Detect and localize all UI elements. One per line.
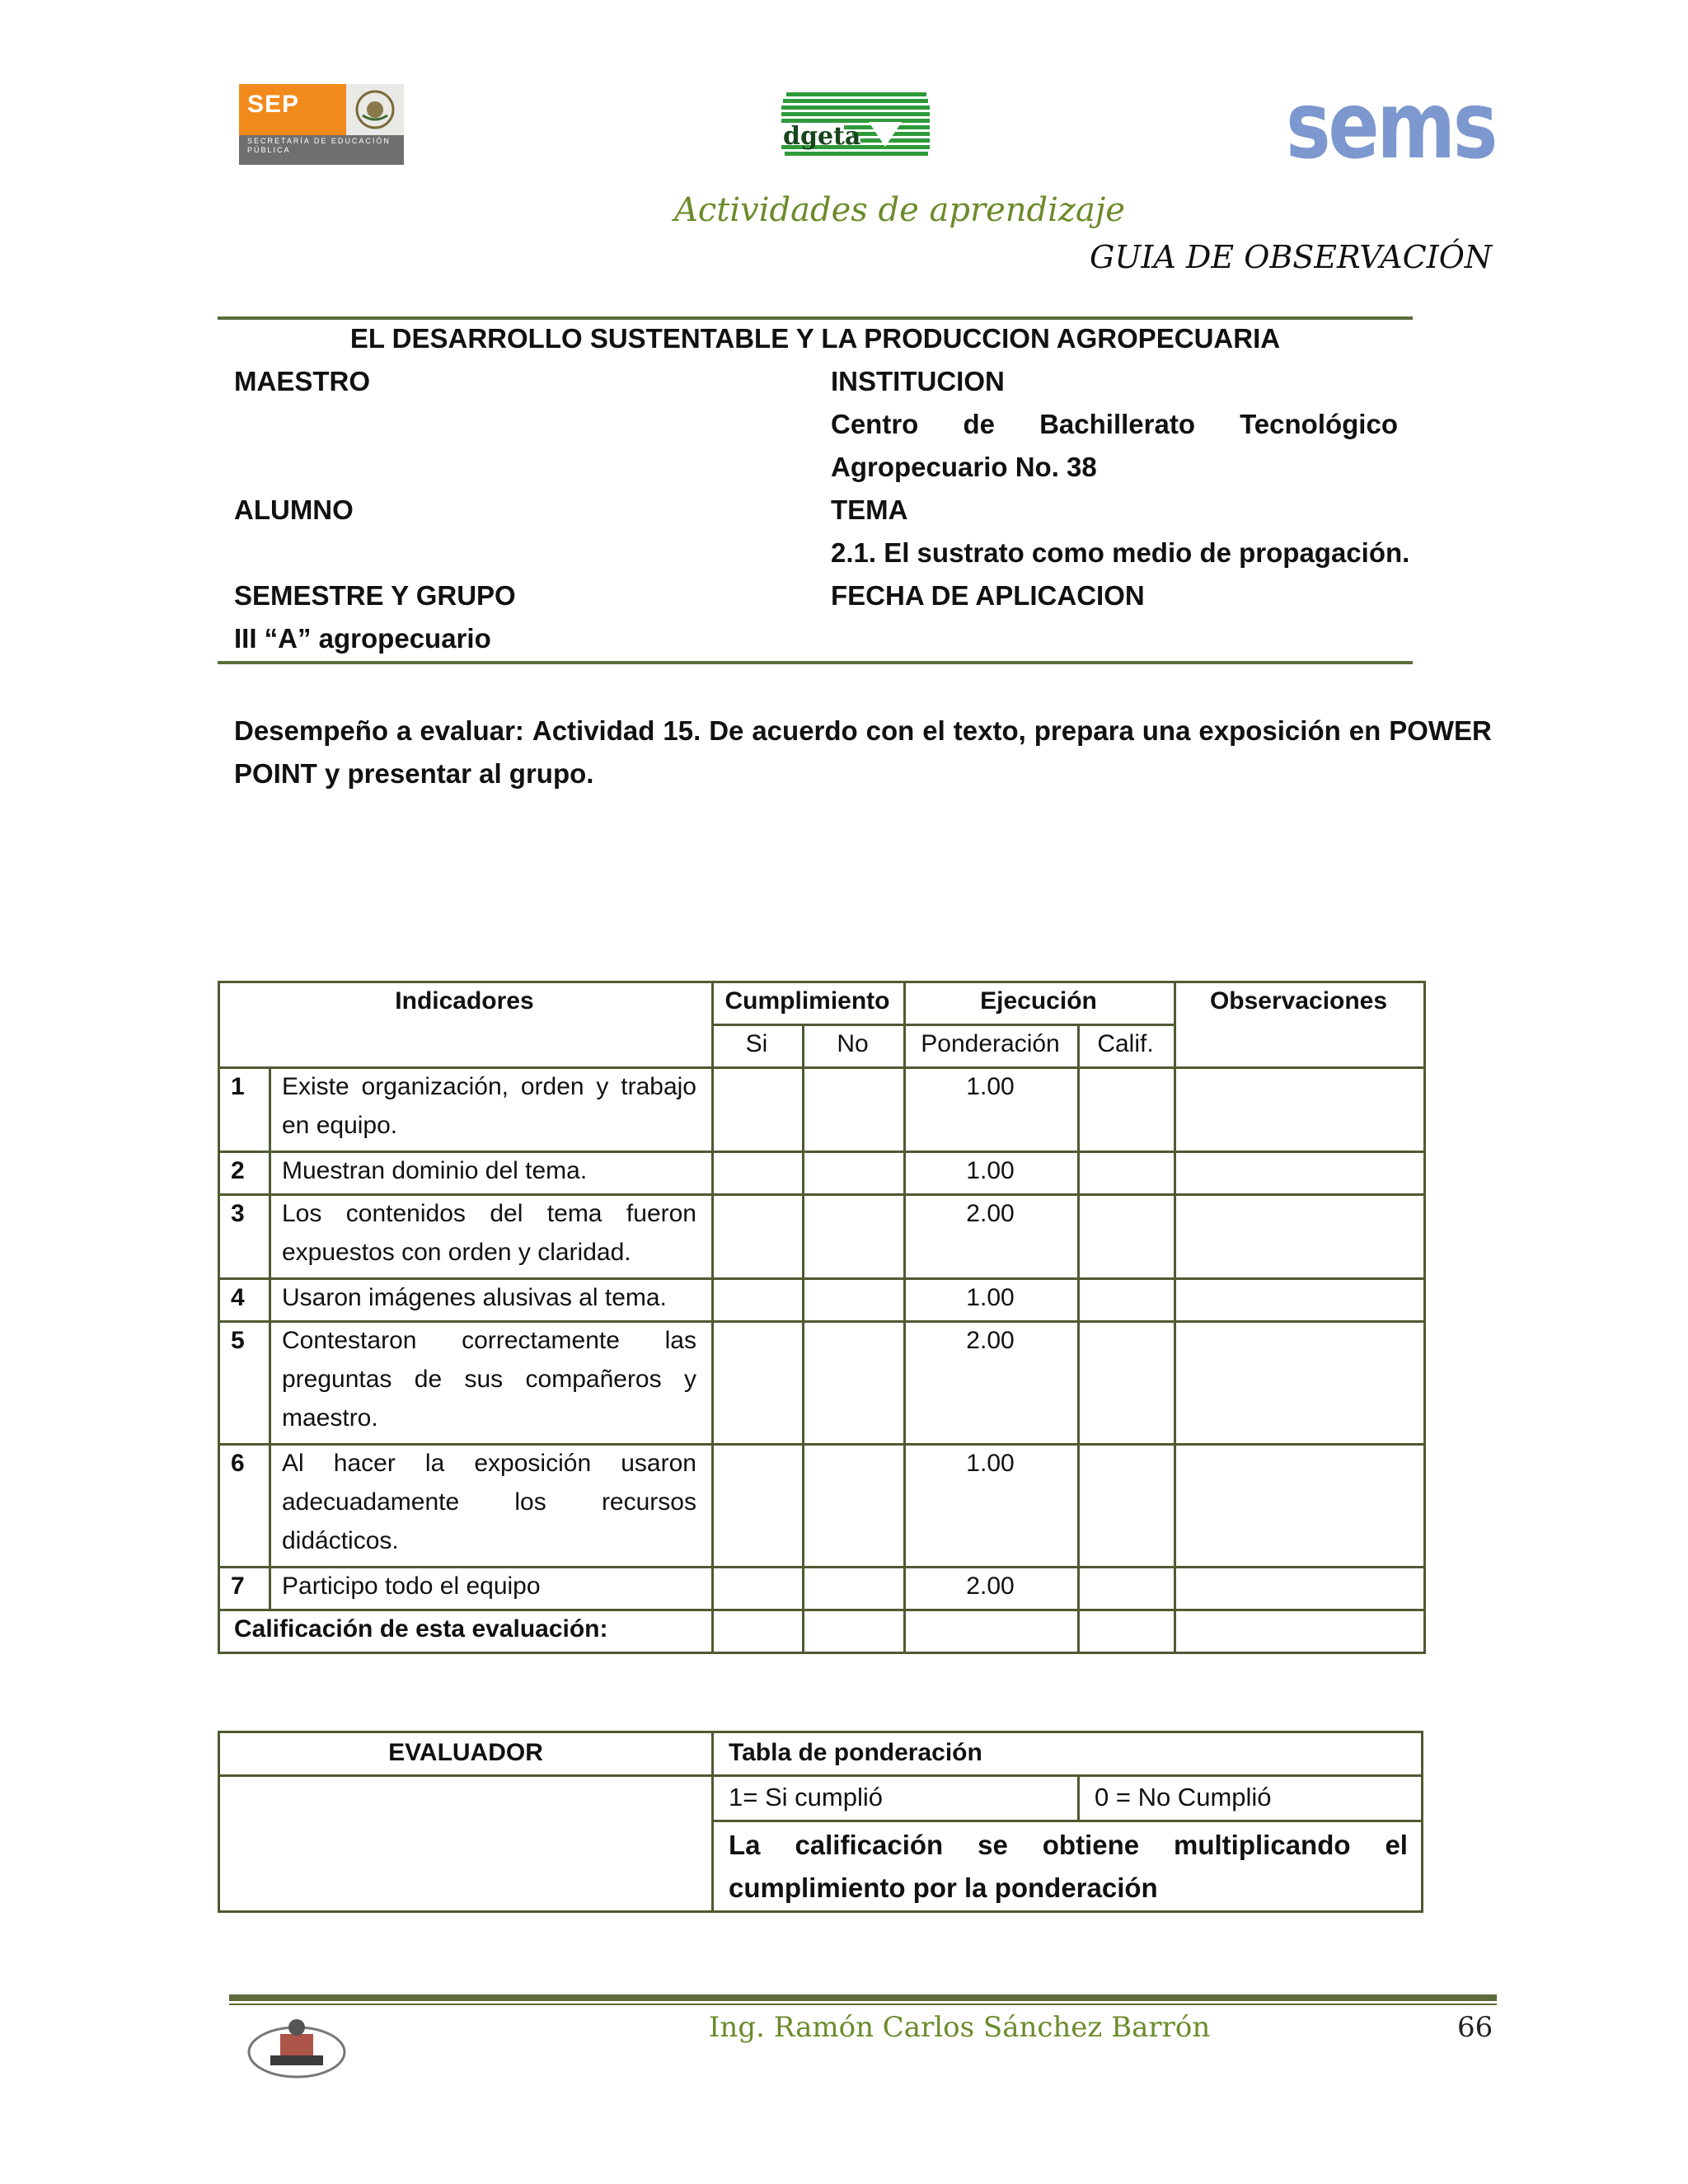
- indicator-text-line: [282, 1366, 696, 1394]
- footer-divider-thin: [229, 2004, 1497, 2005]
- word: fueron: [626, 1200, 696, 1227]
- word: 15.: [663, 715, 701, 746]
- sems-logo: [1286, 73, 1496, 180]
- indicator-text-line: [282, 1327, 696, 1355]
- row-number: 4: [231, 1284, 245, 1311]
- calif-cell: [1077, 1193, 1176, 1280]
- word: La: [729, 1830, 761, 1860]
- footer-divider: [229, 1994, 1497, 2001]
- header-si: Si: [745, 1030, 768, 1057]
- indicator-text-line: [282, 1200, 696, 1228]
- word: texto,: [953, 715, 1026, 746]
- institucion-value: [831, 409, 1398, 440]
- word: Desempeño: [234, 715, 389, 746]
- row-number: 3: [231, 1200, 245, 1227]
- indicator-text-line: Usaron imágenes alusivas al tema.: [282, 1284, 667, 1311]
- word: sus: [464, 1366, 504, 1393]
- header-ponderacion: Ponderación: [921, 1030, 1060, 1057]
- si-cell: [711, 1566, 804, 1611]
- indicator-text-line: [282, 1488, 696, 1516]
- row-number: 2: [231, 1157, 245, 1184]
- word: Contestaron: [282, 1327, 417, 1354]
- word: de: [414, 1366, 443, 1393]
- ponderacion-value: 2.00: [966, 1327, 1015, 1354]
- tema-label: TEMA: [831, 494, 908, 525]
- maestro-label: MAESTRO: [234, 366, 370, 396]
- ponderacion-value: 1.00: [966, 1073, 1015, 1100]
- indicator-text-line: Participo todo el equipo: [282, 1572, 541, 1600]
- word: prepara: [1034, 715, 1134, 746]
- word: la: [424, 1450, 445, 1477]
- word: Bachillerato: [1039, 409, 1195, 439]
- observaciones-cell: [1174, 1566, 1426, 1611]
- divider: [218, 316, 1413, 320]
- observaciones-cell: [1174, 1151, 1426, 1196]
- word: exposición: [1198, 715, 1341, 746]
- word: de: [963, 409, 995, 439]
- total-label: Calificación de esta evaluación:: [234, 1615, 608, 1643]
- word: exposición: [474, 1450, 592, 1477]
- si-cell: [711, 1320, 804, 1446]
- word: tema: [546, 1200, 603, 1227]
- total-calif-cell: [1077, 1609, 1176, 1654]
- header-calif: Calif.: [1097, 1030, 1154, 1057]
- calif-cell: [1077, 1443, 1176, 1568]
- calif-cell: [1077, 1566, 1176, 1611]
- school-seal-icon: [246, 2016, 348, 2082]
- si-cumplio: 1= Si cumplió: [729, 1783, 883, 1811]
- indicator-text-line: [282, 1073, 696, 1101]
- indicator-text-line: expuestos con orden y claridad.: [282, 1239, 631, 1266]
- word: Al: [282, 1450, 304, 1477]
- calif-cell: [1077, 1320, 1176, 1446]
- word: y: [596, 1073, 609, 1100]
- word: el: [1385, 1830, 1408, 1860]
- institucion-value-line2: Agropecuario No. 38: [831, 452, 1097, 482]
- word: usaron: [621, 1450, 696, 1477]
- no-cell: [802, 1151, 906, 1196]
- header-cumplimiento: Cumplimiento: [724, 987, 890, 1015]
- header-indicadores: Indicadores: [395, 987, 534, 1015]
- word: correctamente: [462, 1327, 620, 1354]
- total-no-cell: [802, 1609, 906, 1654]
- word: se: [978, 1830, 1008, 1860]
- si-cell: [711, 1151, 804, 1196]
- sems-logo-text: sems: [1286, 73, 1496, 180]
- calculation-note-line2: cumplimiento por la ponderación: [729, 1872, 1158, 1903]
- observaciones-cell: [1174, 1443, 1426, 1568]
- word: compañeros: [525, 1366, 662, 1393]
- no-cell: [802, 1320, 906, 1446]
- sep-logo: [239, 84, 404, 165]
- word: organización,: [361, 1073, 509, 1100]
- word: contenidos: [345, 1200, 466, 1227]
- header-observaciones: Observaciones: [1209, 987, 1388, 1015]
- no-cell: [802, 1193, 906, 1280]
- no-cell: [802, 1443, 906, 1568]
- observaciones-cell: [1174, 1320, 1426, 1446]
- word: Existe: [282, 1073, 349, 1100]
- no-cumplio: 0 = No Cumplió: [1095, 1783, 1272, 1811]
- indicator-text-line: Muestran dominio del tema.: [282, 1157, 588, 1184]
- indicator-text-line: didácticos.: [282, 1527, 399, 1554]
- indicator-text-line: [282, 1450, 696, 1478]
- word: a: [396, 715, 412, 746]
- word: en: [1348, 715, 1381, 746]
- header-ejecucion: Ejecución: [980, 987, 1097, 1015]
- word: Centro: [831, 409, 919, 439]
- dgeta-logo: [778, 89, 933, 162]
- ponderacion-value: 2.00: [966, 1572, 1015, 1600]
- row-number: 1: [231, 1073, 245, 1100]
- header-no: No: [837, 1030, 869, 1057]
- word: acuerdo: [752, 715, 858, 746]
- document-type: GUIA DE OBSERVACIÓN: [1090, 239, 1493, 275]
- word: recursos: [601, 1488, 696, 1516]
- indicator-text-line: en equipo.: [282, 1112, 398, 1139]
- word: trabajo: [621, 1073, 696, 1100]
- word: Los: [282, 1200, 322, 1227]
- evaluador-signature-cell: [218, 1774, 714, 1913]
- alumno-label: ALUMNO: [234, 494, 354, 525]
- ponderacion-value: 2.00: [966, 1200, 1015, 1227]
- divider: [218, 661, 1413, 664]
- word: POWER: [1389, 715, 1492, 746]
- si-cell: [711, 1066, 804, 1153]
- row-number: 5: [231, 1327, 245, 1354]
- row-number: 7: [231, 1572, 245, 1600]
- word: evaluar:: [420, 715, 524, 746]
- dgeta-logo-text: dgeta: [783, 122, 861, 151]
- institucion-label: INSTITUCION: [831, 366, 1005, 396]
- observaciones-cell: [1174, 1066, 1426, 1153]
- calif-cell: [1077, 1277, 1176, 1323]
- document-title: EL DESARROLLO SUSTENTABLE Y LA PRODUCCION AGROPECUARIA: [349, 323, 1281, 354]
- word: calificación: [795, 1830, 944, 1860]
- observaciones-cell: [1174, 1193, 1426, 1280]
- fecha-label: FECHA DE APLICACION: [831, 580, 1145, 611]
- total-ponderacion-cell: [903, 1609, 1080, 1654]
- sep-logo-text: SEP: [247, 91, 300, 118]
- word: obtiene: [1042, 1830, 1140, 1860]
- mexico-emblem-icon: [346, 84, 404, 135]
- word: las: [664, 1327, 696, 1354]
- semestre-label: SEMESTRE Y GRUPO: [234, 580, 516, 611]
- calif-cell: [1077, 1066, 1176, 1153]
- ponderacion-value: 1.00: [966, 1450, 1015, 1477]
- performance-description: [234, 715, 1492, 747]
- word: multiplicando: [1174, 1830, 1351, 1860]
- no-cell: [802, 1566, 906, 1611]
- semestre-value: III “A” agropecuario: [234, 623, 491, 654]
- page-number: 66: [1457, 2011, 1493, 2044]
- word: y: [683, 1366, 696, 1393]
- observaciones-cell: [1174, 1277, 1426, 1323]
- ponderacion-value: 1.00: [966, 1284, 1015, 1311]
- word: una: [1142, 715, 1191, 746]
- total-observaciones-cell: [1174, 1609, 1426, 1654]
- indicator-text-line: maestro.: [282, 1404, 378, 1432]
- word: del: [490, 1200, 523, 1227]
- word: preguntas: [282, 1366, 392, 1393]
- word: adecuadamente: [282, 1488, 460, 1516]
- word: orden: [520, 1073, 584, 1100]
- calculation-note: [729, 1830, 1408, 1861]
- page-subtitle: Actividades de aprendizaje: [674, 191, 1125, 229]
- sep-logo-subtitle: SECRETARÍA DE EDUCACIÓN PÚBLICA: [247, 137, 391, 154]
- word: con: [865, 715, 915, 746]
- word: hacer: [333, 1450, 396, 1477]
- word: Tecnológico: [1240, 409, 1398, 439]
- si-cell: [711, 1277, 804, 1323]
- performance-description-line2: POINT y presentar al grupo.: [234, 758, 594, 789]
- no-cell: [802, 1066, 906, 1153]
- footer-author: Ing. Ramón Carlos Sánchez Barrón: [709, 2011, 1211, 2044]
- word: Actividad: [532, 715, 655, 746]
- row-number: 6: [231, 1450, 245, 1477]
- si-cell: [711, 1443, 804, 1568]
- total-si-cell: [711, 1609, 804, 1654]
- evaluador-header: EVALUADOR: [388, 1739, 543, 1766]
- ponderacion-value: 1.00: [966, 1157, 1015, 1184]
- tema-value: 2.1. El sustrato como medio de propagación.: [831, 537, 1410, 568]
- word: De: [709, 715, 744, 746]
- no-cell: [802, 1277, 906, 1323]
- word: los: [514, 1488, 546, 1516]
- si-cell: [711, 1193, 804, 1280]
- calif-cell: [1077, 1151, 1176, 1196]
- word: el: [922, 715, 945, 746]
- tabla-ponderacion-header: Tabla de ponderación: [729, 1739, 982, 1766]
